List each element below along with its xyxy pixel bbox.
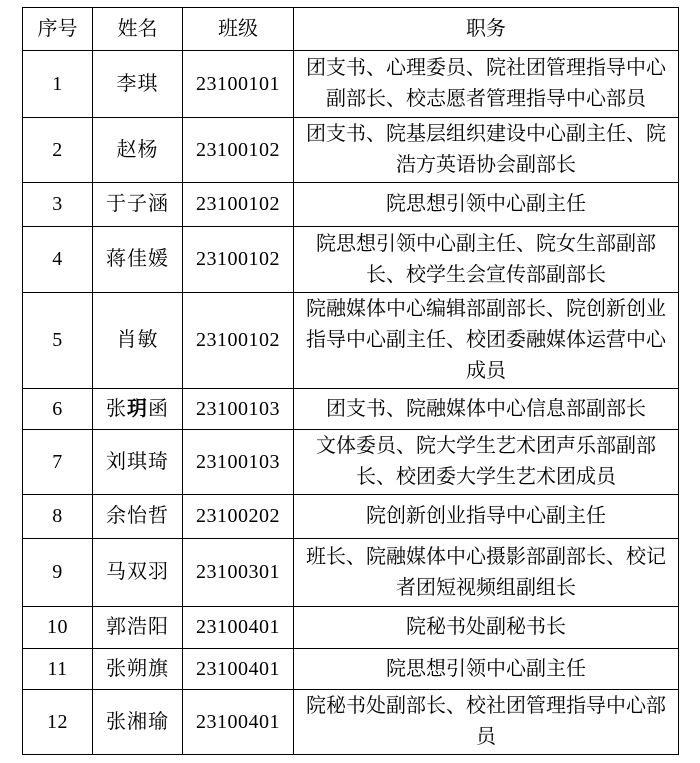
table-row	[23, 539, 679, 607]
cell-class: 23100401	[183, 690, 294, 755]
cell-no: 12	[23, 690, 93, 755]
cell-class: 23100102	[183, 227, 294, 293]
cell-class: 23100102	[183, 293, 294, 389]
cell-class: 23100202	[183, 495, 294, 539]
cell-duty: 团支书、心理委员、院社团管理指导中心副部长、校志愿者管理指导中心部员	[294, 51, 679, 118]
cell-duty: 团支书、院融媒体中心信息部副部长	[294, 389, 679, 430]
table-row	[23, 607, 679, 649]
table-row	[23, 649, 679, 690]
cell-duty: 院思想引领中心副主任	[294, 183, 679, 227]
table-row	[23, 118, 679, 183]
cell-no: 5	[23, 293, 93, 389]
table-row	[23, 389, 679, 430]
cell-duty: 文体委员、院大学生艺术团声乐部副部长、校团委大学生艺术团成员	[294, 430, 679, 495]
cell-name: 于子涵	[93, 183, 183, 227]
cell-name: 蒋佳媛	[93, 227, 183, 293]
cell-name: 李琪	[93, 51, 183, 118]
column-header-class: 班级	[183, 8, 294, 51]
cell-class: 23100401	[183, 607, 294, 649]
cell-no: 10	[23, 607, 93, 649]
cell-duty: 班长、院融媒体中心摄影部副部长、校记者团短视频组副组长	[294, 539, 679, 607]
cell-duty: 团支书、院基层组织建设中心副主任、院浩方英语协会副部长	[294, 118, 679, 183]
column-header-name: 姓名	[93, 8, 183, 51]
cell-class: 23100301	[183, 539, 294, 607]
cell-no: 3	[23, 183, 93, 227]
cell-name: 余怡哲	[93, 495, 183, 539]
cell-class: 23100101	[183, 51, 294, 118]
cell-name: 张朔旗	[93, 649, 183, 690]
cell-class: 23100103	[183, 430, 294, 495]
cell-class: 23100102	[183, 118, 294, 183]
cell-duty: 院创新创业指导中心副主任	[294, 495, 679, 539]
table-row	[23, 430, 679, 495]
table-row	[23, 293, 679, 389]
cell-duty: 院秘书处副秘书长	[294, 607, 679, 649]
name-char: 函	[148, 398, 169, 420]
name-char-alt-font: 玥	[127, 396, 148, 420]
cell-no: 4	[23, 227, 93, 293]
cell-no: 11	[23, 649, 93, 690]
cell-class: 23100401	[183, 649, 294, 690]
cell-name: 郭浩阳	[93, 607, 183, 649]
cell-no: 1	[23, 51, 93, 118]
cell-class: 23100103	[183, 389, 294, 430]
cell-name: 马双羽	[93, 539, 183, 607]
table-row	[23, 690, 679, 755]
cell-name: 刘琪琦	[93, 430, 183, 495]
table-row	[23, 51, 679, 118]
cell-name: 赵杨	[93, 118, 183, 183]
column-header-duty: 职务	[294, 8, 679, 51]
header-row	[23, 8, 679, 51]
table-row	[23, 495, 679, 539]
table-row	[23, 227, 679, 293]
cell-no: 7	[23, 430, 93, 495]
cell-class: 23100102	[183, 183, 294, 227]
column-header-no: 序号	[23, 8, 93, 51]
officer-roster-table	[22, 7, 679, 755]
cell-name: 张湘瑜	[93, 690, 183, 755]
name-char: 张	[106, 398, 127, 420]
cell-duty: 院思想引领中心副主任、院女生部副部长、校学生会宣传部副部长	[294, 227, 679, 293]
cell-no: 2	[23, 118, 93, 183]
cell-no: 6	[23, 389, 93, 430]
cell-duty: 院融媒体中心编辑部副部长、院创新创业指导中心副主任、校团委融媒体运营中心成员	[294, 293, 679, 389]
cell-no: 8	[23, 495, 93, 539]
cell-duty: 院秘书处副部长、校社团管理指导中心部员	[294, 690, 679, 755]
cell-no: 9	[23, 539, 93, 607]
cell-name	[93, 389, 183, 430]
table-row	[23, 183, 679, 227]
cell-duty: 院思想引领中心副主任	[294, 649, 679, 690]
cell-name: 肖敏	[93, 293, 183, 389]
